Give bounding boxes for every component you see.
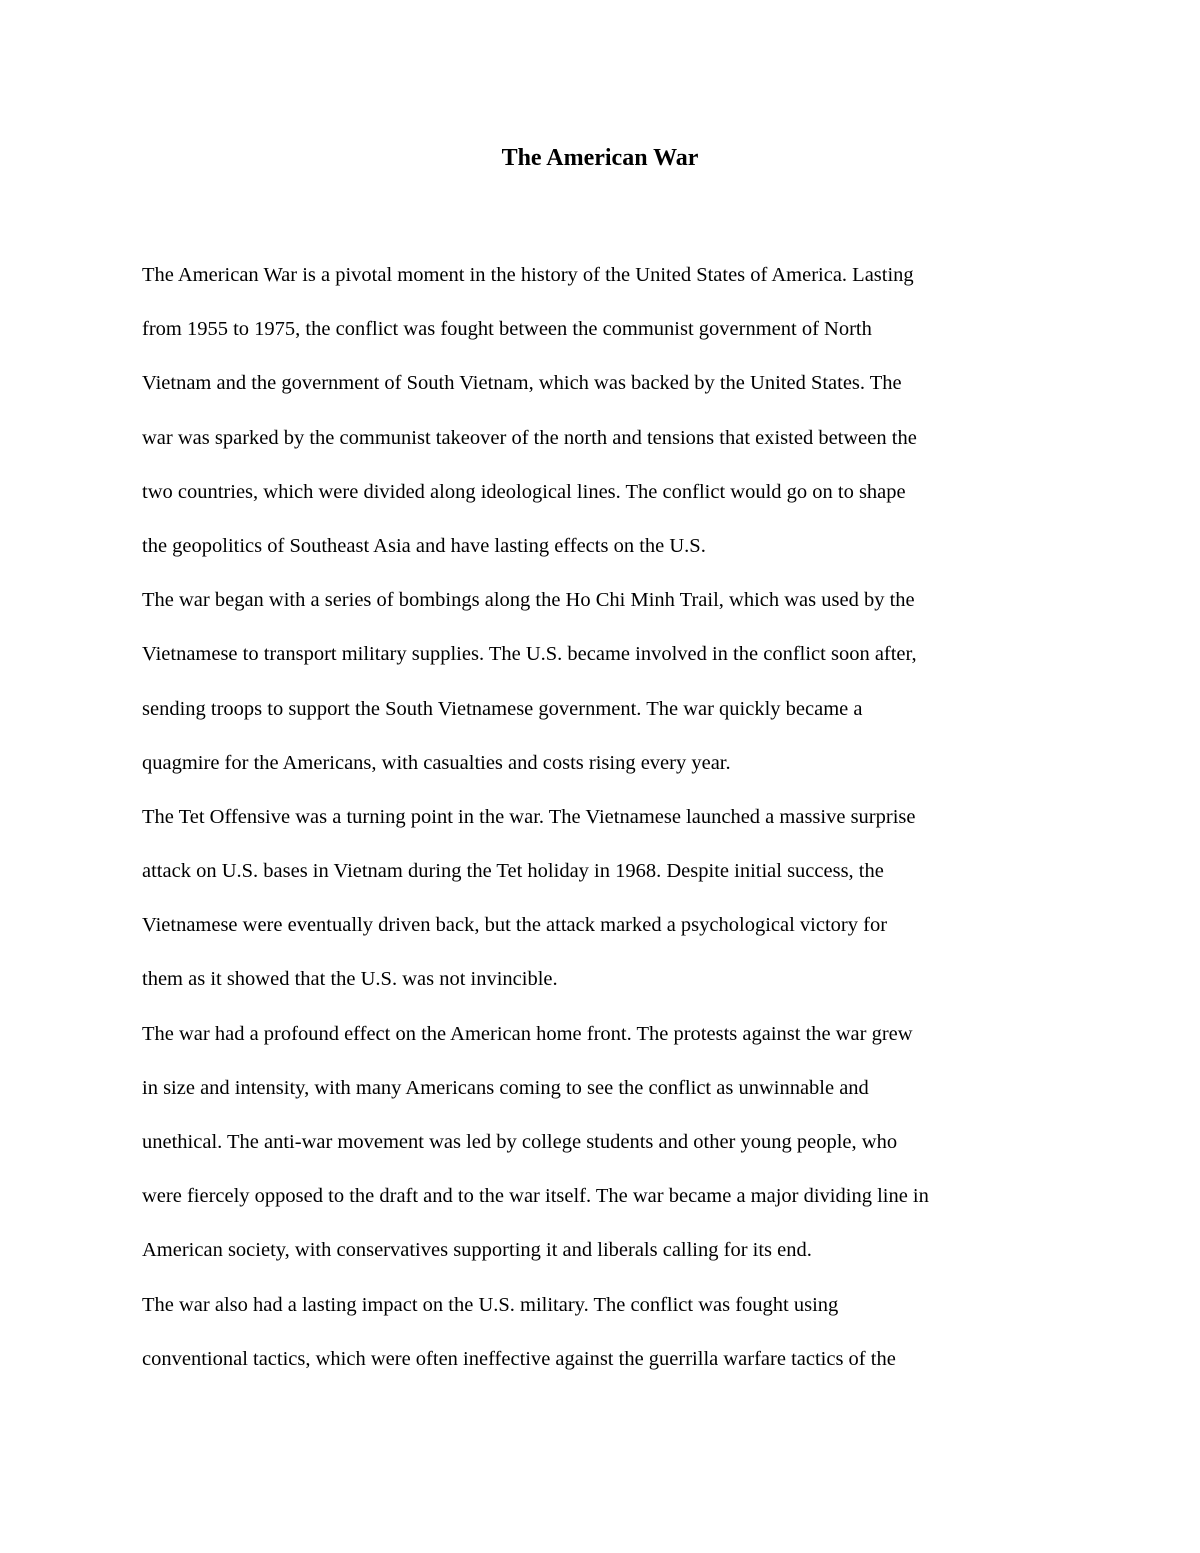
- body-line: The war also had a lasting impact on the U.S. military. The conflict was fought using: [142, 1293, 839, 1316]
- body-line: them as it showed that the U.S. was not invincible.: [142, 968, 558, 991]
- body-line: unethical. The anti-war movement was led by college students and other young people, who: [142, 1131, 898, 1153]
- body-line: were fiercely opposed to the draft and to the war itself. The war became a major dividing line in: [142, 1185, 929, 1208]
- body-line: Vietnamese to transport military supplies. The U.S. became involved in the conflict soon after,: [142, 643, 917, 666]
- document-title: The American War: [501, 145, 699, 171]
- body-line: The American War is a pivotal moment in the history of the United States of America. Lasting: [142, 264, 914, 286]
- body-line: American society, with conservatives supporting it and liberals calling for its end.: [142, 1239, 812, 1262]
- body-line: Vietnamese were eventually driven back, but the attack marked a psychological victory for: [142, 914, 888, 937]
- body-line: in size and intensity, with many Americans coming to see the conflict as unwinnable and: [142, 1076, 869, 1099]
- body-line: The Tet Offensive was a turning point in the war. The Vietnamese launched a massive surprise: [142, 805, 916, 828]
- body-line: quagmire for the Americans, with casualties and costs rising every year.: [142, 751, 731, 774]
- body-line: The war had a profound effect on the American home front. The protests against the war grew: [142, 1022, 913, 1045]
- body-line: conventional tactics, which were often ineffective against the guerrilla warfare tactics of the: [142, 1347, 896, 1370]
- body-line: two countries, which were divided along ideological lines. The conflict would go on to shape: [142, 480, 906, 503]
- body-line: war was sparked by the communist takeover of the north and tensions that existed between the: [142, 426, 917, 449]
- body-line: The war began with a series of bombings along the Ho Chi Minh Trail, which was used by the: [142, 589, 915, 612]
- body-line: attack on U.S. bases in Vietnam during the Tet holiday in 1968. Despite initial success, the: [142, 860, 884, 883]
- body-line: the geopolitics of Southeast Asia and have lasting effects on the U.S.: [142, 534, 706, 557]
- body-line: Vietnam and the government of South Vietnam, which was backed by the United States. The: [142, 372, 902, 395]
- body-line: from 1955 to 1975, the conflict was fought between the communist government of North: [142, 318, 872, 341]
- body-line: sending troops to support the South Vietnamese government. The war quickly became a: [142, 697, 863, 720]
- document-body: [142, 255, 1072, 1393]
